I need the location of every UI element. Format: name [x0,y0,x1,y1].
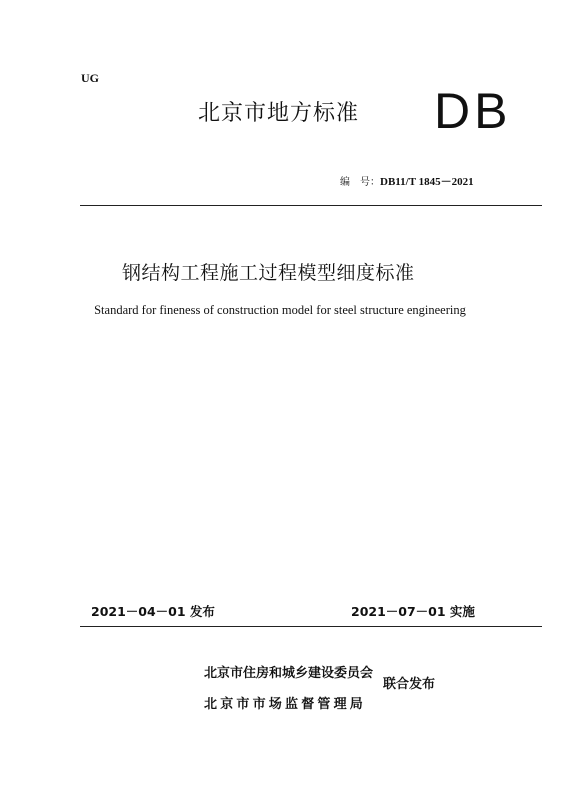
classification-code: UG [81,71,99,85]
issue-date: 2021－04－01 发布 [91,604,215,619]
issuer-market-regulation: 北京市市场监督管理局 [204,697,367,712]
issuer-housing-commission: 北京市住房和城乡建设委员会 [204,666,374,681]
local-standard-label: 北京市地方标准 [198,101,360,126]
standard-number: DB11/T 1845－2021 [380,176,474,188]
bottom-divider [80,626,542,627]
joint-release-label: 联合发布 [383,677,436,692]
db-mark: DB [434,83,512,139]
top-divider [80,205,542,206]
title-chinese: 钢结构工程施工过程模型细度标准 [122,262,415,284]
standard-number-row [340,173,474,189]
standard-number-label: 编 号： [340,177,380,188]
title-english: Standard for fineness of construction model for steel structure engineering [94,303,466,317]
implementation-date: 2021－07－01 实施 [351,604,475,619]
